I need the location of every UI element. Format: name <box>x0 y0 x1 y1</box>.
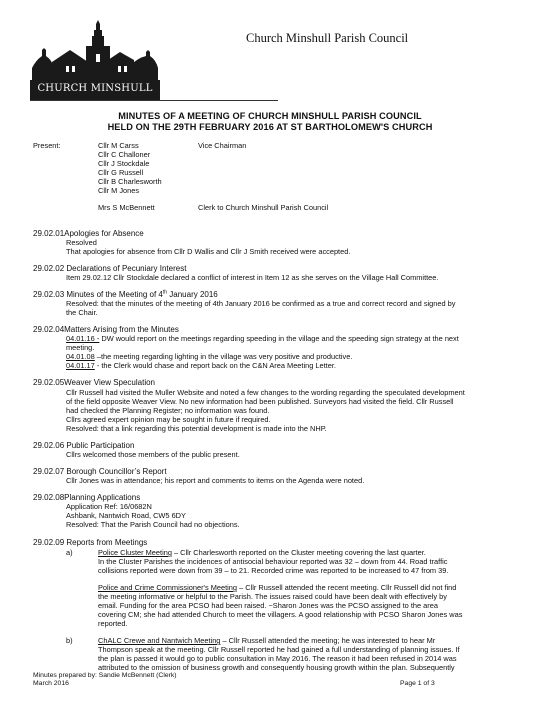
item-text: That apologies for absence from Cllr D Wallis and Cllr J Smith received were accepted. <box>66 247 351 256</box>
present-label: Present: <box>33 141 61 150</box>
report-line <box>98 583 456 592</box>
item-text: – Cllr Russell attended the meeting; he was interested to hear Mr <box>220 636 436 645</box>
item-text: collisions reported were down from 39 – to 21. Recorded crime was reported to be increased to 47 from 39. <box>98 566 449 575</box>
item-text: Ashbank, Nantwich Road, CW5 6DY <box>66 511 186 520</box>
item-heading: 29.02.05Weaver View Speculation <box>33 378 156 387</box>
item-heading: 29.02.09 Reports from Meetings <box>33 538 148 547</box>
report-heading: ChALC Crewe and Nantwich Meeting <box>98 636 221 645</box>
list-label: b) <box>66 636 73 645</box>
item-heading: 29.02.04Matters Arising from the Minutes <box>33 325 179 334</box>
minute-reference: 04.01.17 <box>66 361 95 370</box>
item-text: In the Cluster Parishes the incidences of antisocial behaviour reported was 32 – down from 44. Road traffic <box>98 557 448 566</box>
item-text: Item 29.02.12 Cllr Stockdale declared a conflict of interest in Item 12 as she serves on the Village Hall Committee. <box>66 273 439 282</box>
present-member: Cllr M Jones <box>98 186 140 195</box>
report-heading: Police Cluster Meeting <box>98 548 172 557</box>
item-text: had checked the Planning Register; no information was found. <box>66 406 270 415</box>
item-text: - the Clerk would chase and report back on the C&N Area Meeting Letter. <box>94 361 336 370</box>
minute-reference: 04.01.16 - <box>66 334 100 343</box>
clerk-role: Clerk to Church Minshull Parish Council <box>198 203 329 212</box>
present-member: Cllr M Carss <box>98 141 139 150</box>
footer-date: March 2016 <box>33 680 69 687</box>
item-text: Cllrs welcomed those members of the public present. <box>66 450 240 459</box>
item-text: attributed to the omission of business growth and consequently housing growth within the plan. Subsequently <box>98 663 455 672</box>
item-text: the Chair. <box>66 308 98 317</box>
item-text: the plan is passed it would go to public consultation in May 2016. The reason it had been refused in 2014 was <box>98 654 457 663</box>
footer-prepared-by: Minutes prepared by: Sandie McBennett (Clerk) <box>33 672 177 679</box>
report-heading: Police and Crime Commissioner's Meeting <box>98 583 238 592</box>
item-text: DW would report on the meetings regarding speeding in the village and the speeding sign strategy at the next <box>99 334 459 343</box>
footer-page-number: Page 1 of 3 <box>400 680 435 687</box>
item-text: Resolved: That the Parish Council had no objections. <box>66 520 240 529</box>
logo-text: CHURCH MINSHULL <box>37 83 153 94</box>
clerk-name: Mrs S McBennett <box>98 203 155 212</box>
present-member: Cllr J Stockdale <box>98 159 150 168</box>
minute-reference: 04.01.08 <box>66 352 95 361</box>
item-text: –the meeting regarding lighting in the village was very positive and productive. <box>94 352 353 361</box>
present-member: Cllr B Charlesworth <box>98 177 162 186</box>
church-minshull-logo <box>30 16 160 100</box>
item-text: – Cllr Russell attended the recent meeting. Cllr Russell did not find <box>237 583 457 592</box>
present-member-role: Vice Chairman <box>198 141 247 150</box>
item-heading-text: 29.02.03 Minutes of the Meeting of 4 <box>33 290 163 299</box>
item-heading-text: January 2016 <box>167 290 218 299</box>
item-heading: 29.02.07 Borough Councillor’s Report <box>33 467 167 476</box>
item-text: of the field opposite Weaver View. No new information had been published. Surveyors had visited the field. Cllr Russell <box>66 397 454 406</box>
present-member: Cllr G Russell <box>98 168 144 177</box>
item-text: covering CM; she had attended Church to meet the villagers. A good relationship with PCSO Sharon Jones was <box>98 610 463 619</box>
item-text: Application Ref: 16/0682N <box>66 502 152 511</box>
item-text: – Cllr Charlesworth reported on the Cluster meeting covering the last quarter. <box>171 548 426 557</box>
item-text: Resolved: that the minutes of the meeting of 4th January 2016 be confirmed as a true and correct record and signed by <box>66 299 456 308</box>
report-line <box>98 548 426 557</box>
document-title-line-1: MINUTES OF A MEETING OF CHURCH MINSHULL PARISH COUNCIL <box>118 111 422 121</box>
item-text: Cllrs agreed expert opinion may be sought in future if required. <box>66 415 271 424</box>
item-text: Thompson speak at the meeting. Cllr Russell reported he had gained a full understanding of planning issues. If <box>98 645 460 654</box>
item-heading: 29.02.02 Declarations of Pecuniary Interest <box>33 264 187 273</box>
item-heading <box>33 290 218 299</box>
matter-line <box>66 334 459 343</box>
ordinal-suffix: th <box>162 289 168 296</box>
item-text: Cllr Russell had visited the Muller Website and noted a few changes to the wording regarding the speculated development <box>66 388 465 397</box>
present-member: Cllr C Challoner <box>98 150 151 159</box>
item-heading: 29.02.08Planning Applications <box>33 493 141 502</box>
item-text: Resolved <box>66 238 97 247</box>
item-text: Cllr Jones was in attendance; his report and comments to items on the Agenda were noted. <box>66 476 365 485</box>
matter-line <box>66 361 336 370</box>
item-text: email. Funding for the area PCSO had been raised. ~Sharon Jones was the PCSO assigned to the area <box>98 601 438 610</box>
item-text: Resolved: that a link regarding this potential development is made into the NHP. <box>66 424 327 433</box>
item-heading: 29.02.01Apologies for Absence <box>33 229 144 238</box>
report-line <box>98 636 435 645</box>
item-heading: 29.02.06 Public Participation <box>33 441 135 450</box>
council-name: Church Minshull Parish Council <box>246 31 409 45</box>
item-text: the meeting informative or helpful to the Parish. The issues raised could have been dealt with effectively by <box>98 592 447 601</box>
header-rule <box>30 100 278 101</box>
item-text: reported. <box>98 619 128 628</box>
item-text: meeting. <box>66 343 95 352</box>
matter-line <box>66 352 352 361</box>
list-label: a) <box>66 548 73 557</box>
document-title-line-2: HELD ON THE 29TH FEBRUARY 2016 AT ST BARTHOLOMEW'S CHURCH <box>107 122 433 132</box>
church-silhouette-icon <box>30 16 160 82</box>
